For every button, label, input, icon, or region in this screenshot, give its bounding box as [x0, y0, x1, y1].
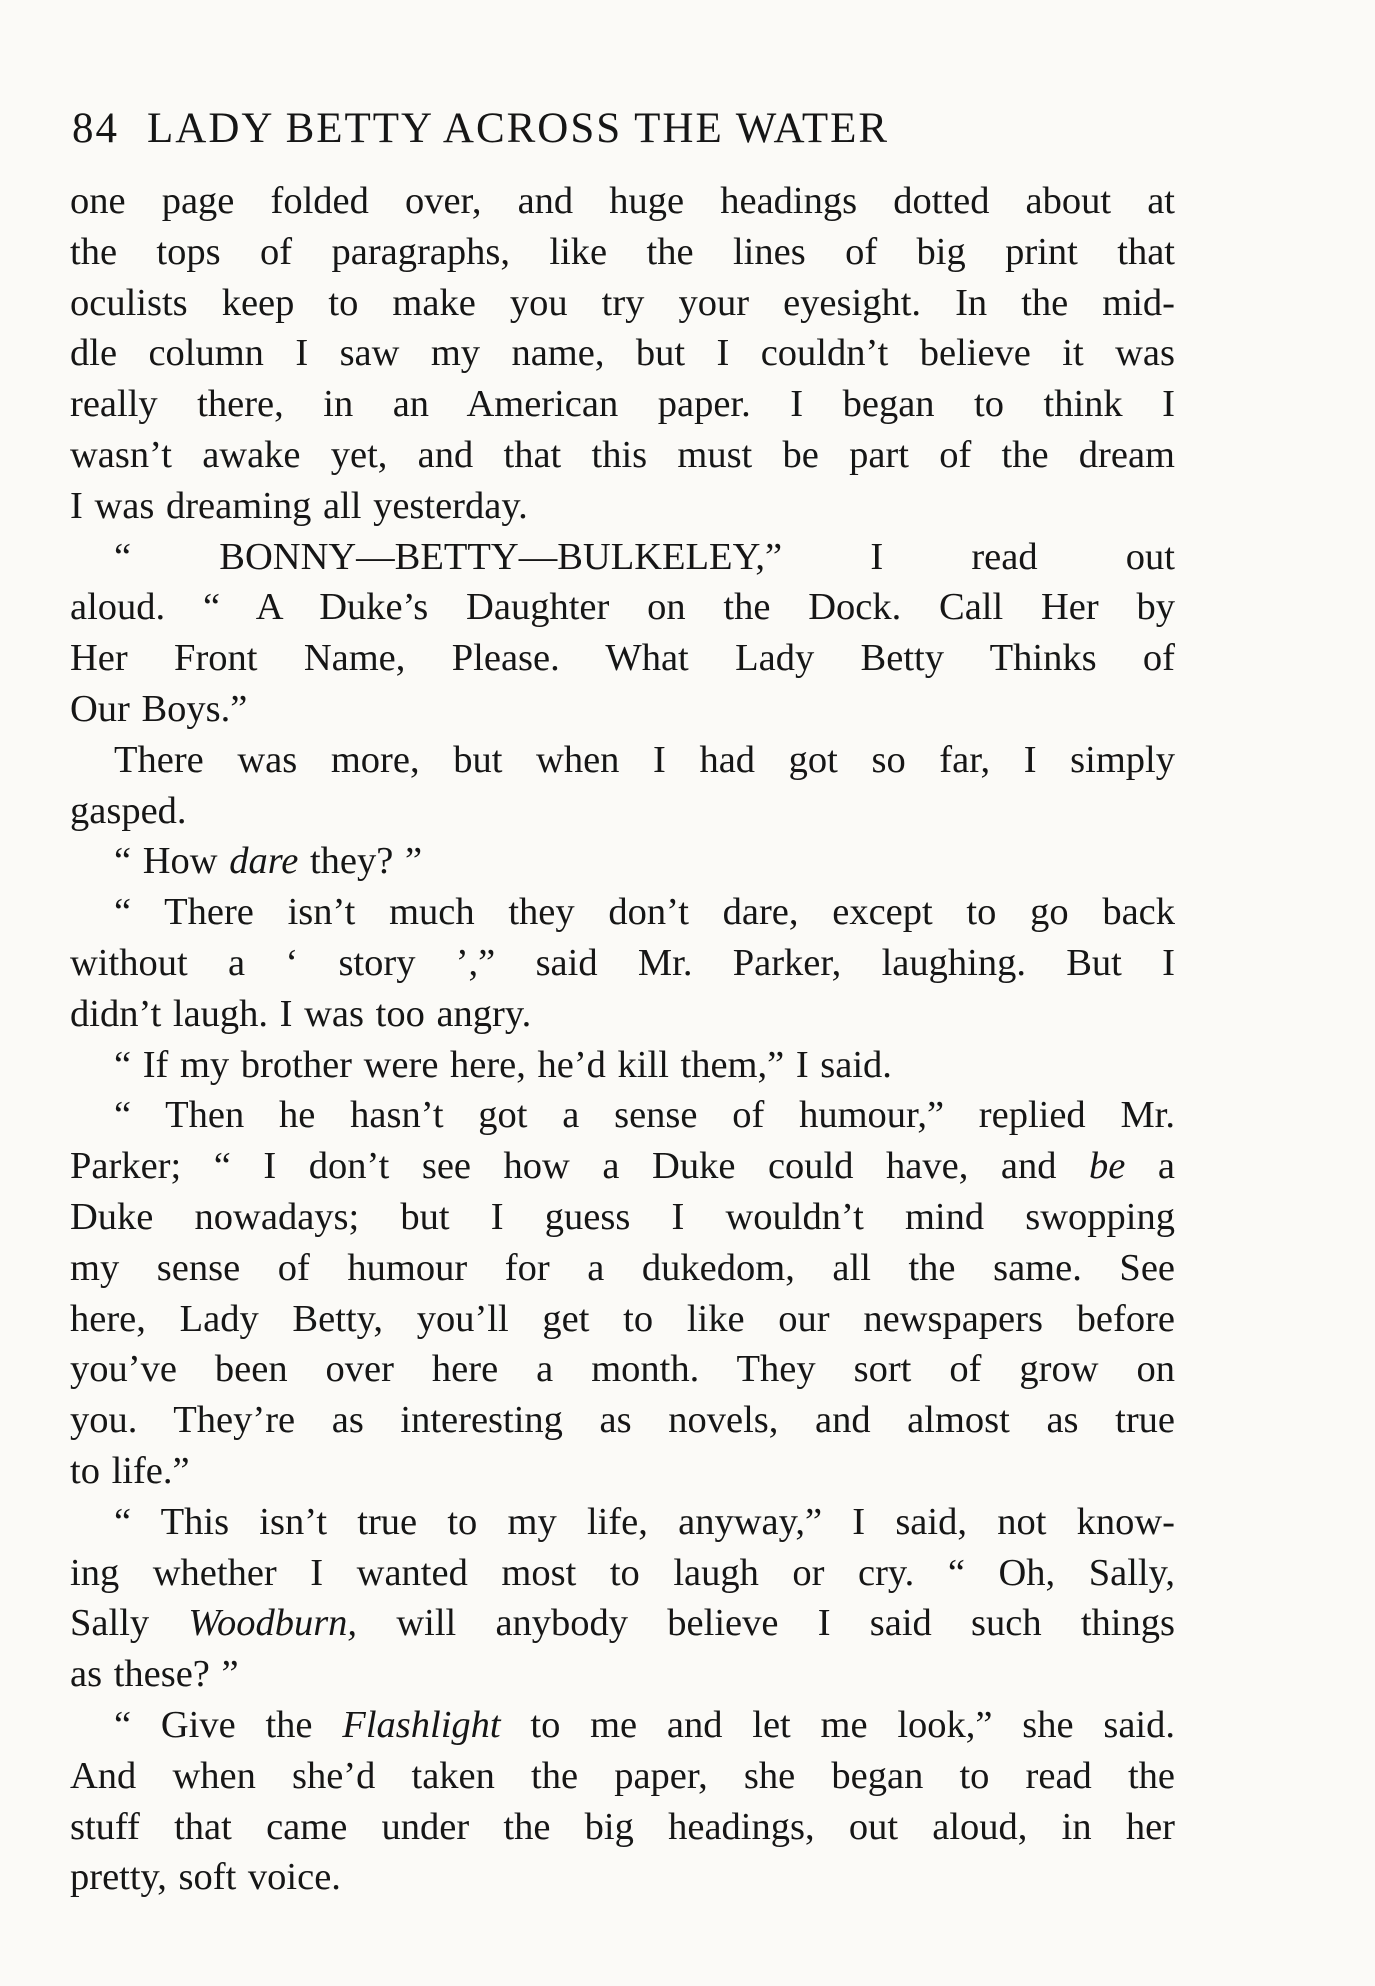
text-run: a [1125, 1145, 1175, 1188]
text-line [70, 887, 1175, 938]
body-text [70, 176, 1175, 1903]
running-title: LADY BETTY ACROSS THE WATER [147, 105, 890, 152]
text-line [70, 684, 1175, 735]
text-line [70, 1243, 1175, 1294]
text-run: “ Give the [114, 1703, 343, 1746]
text-run: Sally [70, 1602, 189, 1645]
text-line [70, 278, 1175, 329]
text-line [70, 481, 1175, 532]
text-run: to me and let me look,” she said. [500, 1703, 1175, 1746]
text-line [70, 989, 1175, 1040]
text-run: “ There isn’t much they don’t dare, except to go back [114, 891, 1175, 934]
text-run: really there, in an American paper. I began to think I [70, 383, 1175, 426]
text-line [70, 582, 1175, 633]
text-line [70, 227, 1175, 278]
text-run: oculists keep to make you try your eyesight. In the mid- [70, 281, 1175, 324]
text-line [70, 328, 1175, 379]
text-run: gasped. [70, 789, 187, 832]
text-run: And when she’d taken the paper, she began to read the [70, 1754, 1175, 1797]
italic-text-run: Flashlight [342, 1703, 501, 1746]
text-line [70, 1700, 1175, 1751]
text-run: “ This isn’t true to my life, anyway,” I said, not know- [114, 1500, 1175, 1543]
italic-text-run: be [1089, 1145, 1126, 1188]
text-line [70, 1141, 1175, 1192]
text-run: dle column I saw my name, but I couldn’t believe it was [70, 332, 1175, 375]
text-run: aloud. “ A Duke’s Daughter on the Dock. Call Her by [70, 586, 1175, 629]
text-line [70, 633, 1175, 684]
text-run: without a ‘ story ’,” said Mr. Parker, laughing. But I [70, 941, 1175, 984]
text-line [70, 1040, 1175, 1091]
text-line [70, 532, 1175, 583]
text-line [70, 1294, 1175, 1345]
text-line [70, 1395, 1175, 1446]
text-run: Her Front Name, Please. What Lady Betty Thinks of [70, 637, 1175, 680]
text-run: my sense of humour for a dukedom, all the same. See [70, 1246, 1175, 1289]
text-run: “ BONNY—BETTY—BULKELEY,” I read out [114, 535, 1175, 578]
text-run: you’ve been over here a month. They sort of grow on [70, 1348, 1175, 1391]
text-run: pretty, soft voice. [70, 1856, 341, 1899]
page-number: 84 [72, 105, 119, 152]
text-run: stuff that came under the big headings, out aloud, in her [70, 1805, 1175, 1848]
italic-text-run: Woodburn, [188, 1602, 358, 1645]
text-line [70, 1548, 1175, 1599]
text-line [70, 1598, 1175, 1649]
text-line [70, 836, 1175, 887]
text-run: Duke nowadays; but I guess I wouldn’t mind swopping [70, 1195, 1175, 1238]
text-run: Our Boys.” [70, 687, 248, 730]
text-line [70, 176, 1175, 227]
text-run: I was dreaming all yesterday. [70, 484, 528, 527]
text-line [70, 1344, 1175, 1395]
italic-text-run: dare [229, 840, 299, 883]
text-line [70, 786, 1175, 837]
text-line [70, 1192, 1175, 1243]
text-line [70, 735, 1175, 786]
text-run: Parker; “ I don’t see how a Duke could have, and [70, 1145, 1090, 1188]
text-run: as these? ” [70, 1653, 239, 1696]
text-run: “ If my brother were here, he’d kill them,” I said. [114, 1043, 892, 1086]
text-run: wasn’t awake yet, and that this must be part of the dream [70, 433, 1175, 476]
text-line [70, 1751, 1175, 1802]
text-run: “ Then he hasn’t got a sense of humour,” replied Mr. [114, 1094, 1175, 1137]
text-line [70, 1802, 1175, 1853]
text-run: one page folded over, and huge headings dotted about at [70, 180, 1175, 222]
text-run: will anybody believe I said such things [357, 1602, 1175, 1645]
text-line [70, 1446, 1175, 1497]
text-run: didn’t laugh. I was too angry. [70, 992, 532, 1035]
text-run: to life.” [70, 1449, 190, 1492]
running-header [72, 103, 1172, 155]
text-run: here, Lady Betty, you’ll get to like our newspapers before [70, 1297, 1175, 1340]
text-line [70, 1090, 1175, 1141]
text-run: they? ” [298, 840, 423, 883]
text-run: the tops of paragraphs, like the lines of big print that [70, 230, 1175, 273]
text-run: ing whether I wanted most to laugh or cry. “ Oh, Sally, [70, 1551, 1175, 1594]
text-run: There was more, but when I had got so far, I simply [114, 738, 1175, 781]
text-line [70, 1852, 1175, 1903]
text-line [70, 430, 1175, 481]
text-line [70, 938, 1175, 989]
text-line [70, 379, 1175, 430]
text-run: you. They’re as interesting as novels, and almost as true [70, 1399, 1175, 1442]
text-run: “ How [114, 840, 230, 883]
text-line [70, 1649, 1175, 1700]
text-line [70, 1497, 1175, 1548]
